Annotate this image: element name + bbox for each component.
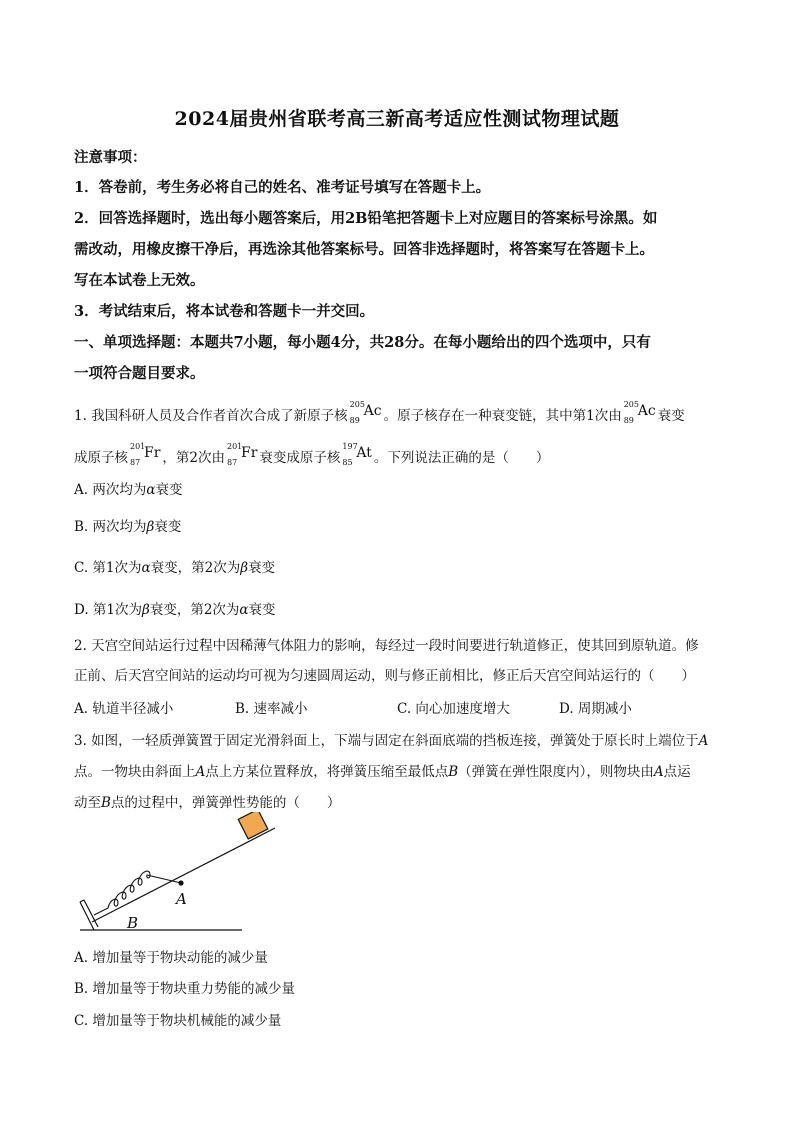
notice-item-1: 1．答卷前，考生务必将自己的姓名、准考证号填写在答题卡上。 — [74, 179, 491, 196]
q1-option-c[interactable]: C. 第1次为α衰变，第2次为β衰变 — [74, 560, 276, 576]
q2-stem-line-1: 2. 天宫空间站运行过程中因稀薄气体阻力的影响，每经过一段时间要进行轨道修正，使其回到原轨道。修 — [74, 638, 699, 654]
spring — [94, 871, 181, 915]
alpha-symbol: α — [239, 602, 249, 618]
section-1-heading-line-2: 一项符合题目要求。 — [74, 365, 205, 382]
notice-item-3: 3．考试结束后，将本试卷和答题卡一并交回。 — [74, 303, 375, 320]
q3-stem-line-1: 3. 如图，一轻质弹簧置于固定光滑斜面上，下端与固定在斜面底端的挡板连接，弹簧处于原长时上端位于A — [74, 733, 709, 749]
q1-text-2: 。原子核存在一种衰变链，其中第1次由 — [383, 408, 622, 424]
alpha-symbol: α — [141, 560, 151, 576]
q1-text-6: 衰变成原子核 — [259, 450, 341, 466]
q3-stem-line-2: 点。一物块由斜面上A点上方某位置释放，将弹簧压缩至最低点B（弹簧在弹性限度内），则物块由A点运 — [74, 764, 691, 780]
q1-option-d[interactable]: D. 第1次为β衰变，第2次为α衰变 — [74, 602, 276, 618]
block — [238, 812, 268, 839]
q1-option-b[interactable]: B. 两次均为β衰变 — [74, 519, 182, 535]
notice-item-2-line-1: 2．回答选择题时，选出每小题答案后，用2B铅笔把答题卡上对应题目的答案标号涂黑。如 — [74, 210, 658, 227]
isotope-fr-1: 201 87 Fr — [130, 442, 161, 467]
q3-option-c[interactable]: C. 增加量等于物块机械能的减少量 — [74, 1013, 282, 1029]
beta-symbol: β — [240, 560, 249, 576]
q3-option-a[interactable]: A. 增加量等于物块动能的减少量 — [74, 950, 268, 966]
isotope-ac-1: 205 89 Ac — [349, 400, 382, 425]
q3-option-b[interactable]: B. 增加量等于物块重力势能的减少量 — [74, 981, 296, 997]
q2-option-b[interactable]: B. 速率减小 — [235, 701, 308, 717]
q1-stem-line-1 — [74, 400, 685, 425]
q1-option-a[interactable]: A. 两次均为α衰变 — [74, 482, 183, 498]
notice-item-2-line-2: 需改动，用橡皮擦干净后，再选涂其他答案标号。回答非选择题时，将答案写在答题卡上。 — [74, 241, 654, 258]
isotope-ac-2: 205 89 Ac — [623, 400, 656, 425]
q2-stem-line-2: 正前、后天宫空间站的运动均可视为匀速圆周运动，则与修正前相比，修正后天宫空间站运行的（ ） — [74, 668, 695, 684]
q2-option-a[interactable]: A. 轨道半径减小 — [74, 701, 174, 717]
q1-text-3: 衰变 — [657, 408, 685, 424]
q1-text-4: 成原子核 — [74, 450, 128, 466]
exam-title: 2024届贵州省联考高三新高考适应性测试物理试题 — [174, 108, 620, 130]
q3-incline-figure — [70, 812, 300, 940]
q2-option-c[interactable]: C. 向心加速度增大 — [397, 701, 510, 717]
q1-text-7: 。下列说法正确的是（ ） — [373, 450, 550, 466]
isotope-fr-2: 201 87 Fr — [227, 442, 258, 467]
point-a-dot — [178, 880, 183, 885]
section-1-heading-line-1: 一、单项选择题：本题共7小题，每小题4分，共28分。在每小题给出的四个选项中，只有 — [74, 334, 651, 351]
alpha-symbol: α — [146, 482, 156, 498]
beta-symbol: β — [146, 519, 155, 535]
notice-heading: 注意事项： — [74, 149, 147, 166]
beta-symbol: β — [142, 602, 150, 618]
label-b: B — [127, 914, 139, 932]
q2-option-d[interactable]: D. 周期减小 — [559, 701, 632, 717]
q3-stem-line-3: 动至B点的过程中，弹簧弹性势能的（ ） — [74, 795, 341, 811]
isotope-at: 197 85 At — [342, 442, 372, 467]
q1-text-1: 1. 我国科研人员及合作者首次合成了新原子核 — [74, 408, 348, 424]
label-a: A — [176, 890, 187, 908]
q1-text-5: ，第2次由 — [162, 450, 225, 466]
notice-item-2-line-3: 写在本试卷上无效。 — [74, 272, 205, 289]
q1-stem-line-2 — [74, 442, 550, 467]
